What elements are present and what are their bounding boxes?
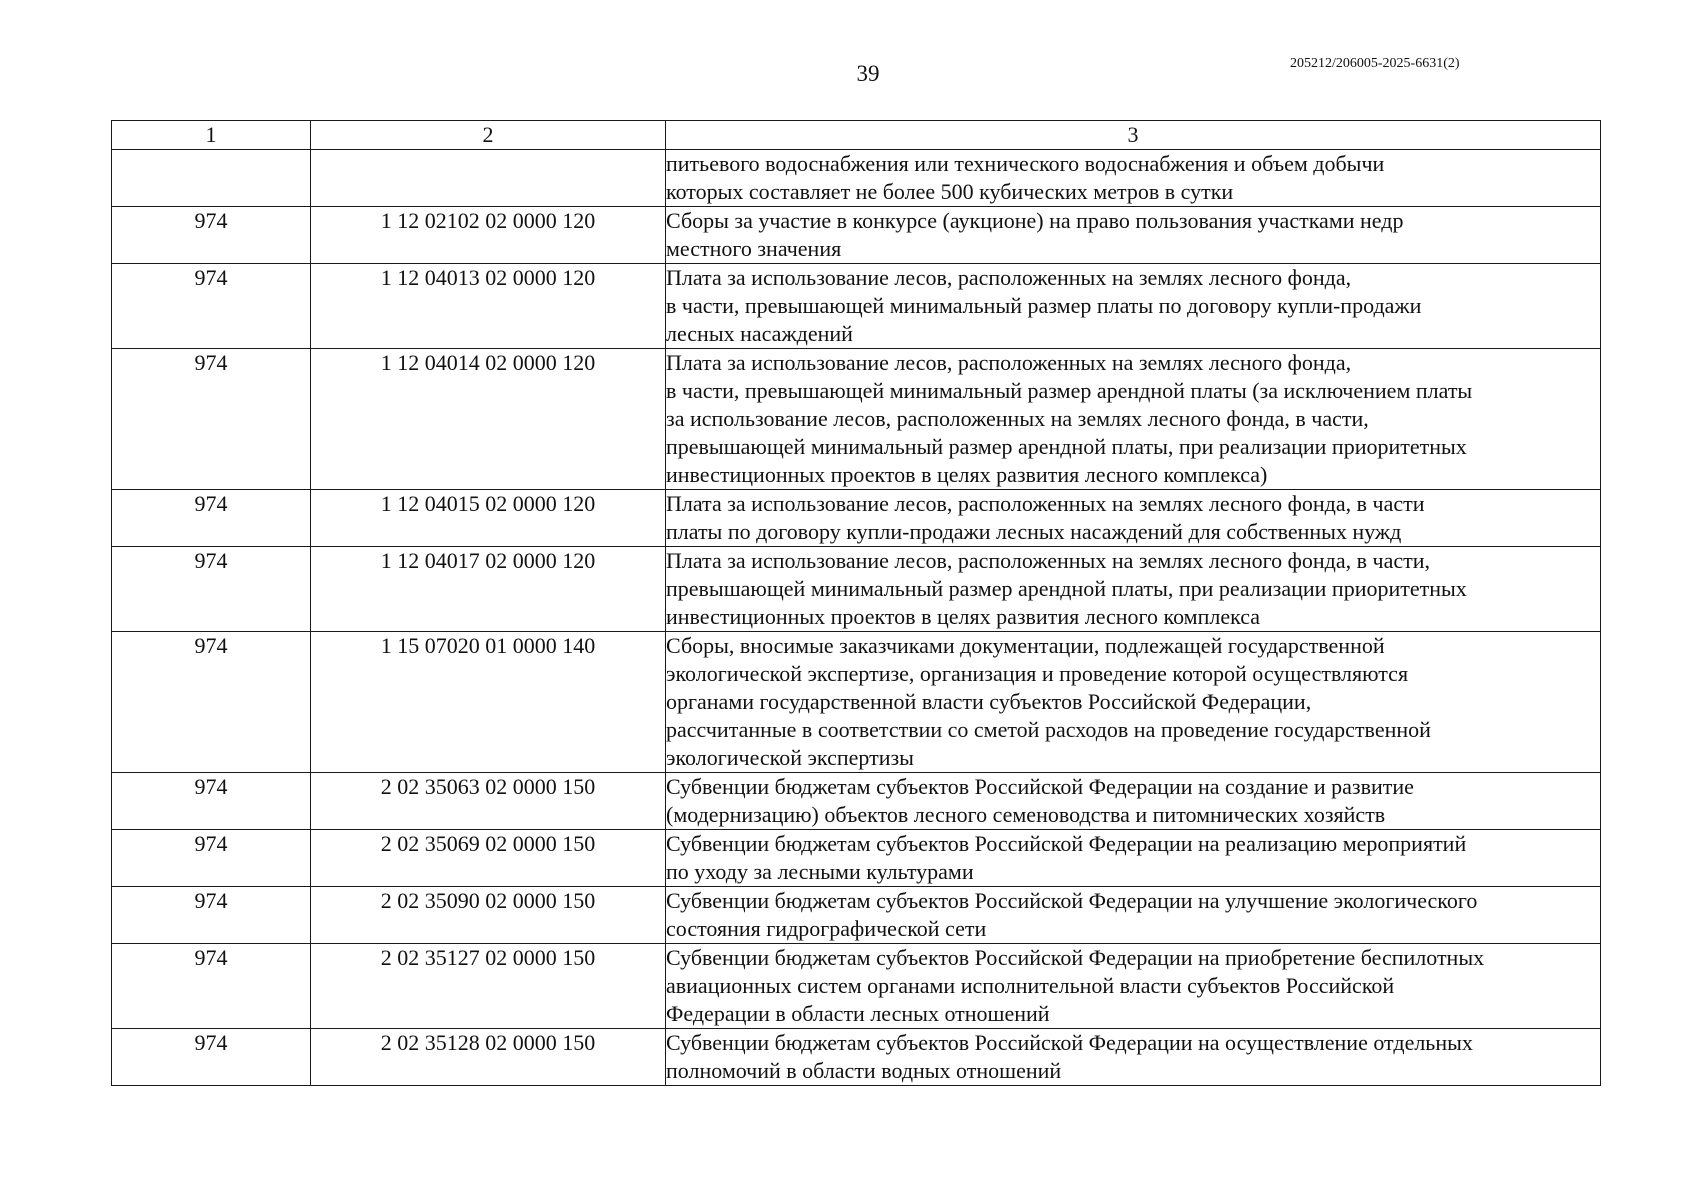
budget-classification-code-cell: 2 02 35063 02 0000 150 — [311, 773, 666, 830]
table-row — [112, 944, 1601, 1029]
table-row — [112, 207, 1601, 264]
description-line: которых составляет не более 500 кубических метров в сутки — [666, 179, 1234, 204]
description-line: питьевого водоснабжения или технического водоснабжения и объем добычи — [666, 151, 1385, 176]
description-line: Плата за использование лесов, расположенных на землях лесного фонда, — [666, 265, 1352, 290]
description-line: Плата за использование лесов, расположенных на землях лесного фонда, в части — [666, 491, 1425, 516]
description-line: Сборы за участие в конкурсе (аукционе) на право пользования участками недр — [666, 208, 1404, 233]
admin-code-cell: 974 — [112, 207, 311, 264]
description-line: рассчитанные в соответствии со сметой расходов на проведение государственной — [666, 717, 1431, 742]
description-line: превышающей минимальный размер арендной платы, при реализации приоритетных — [666, 576, 1467, 601]
budget-classification-code-cell: 1 12 04014 02 0000 120 — [311, 349, 666, 490]
description-line: Субвенции бюджетам субъектов Российской Федерации на улучшение экологического — [666, 888, 1478, 913]
admin-code-cell: 974 — [112, 632, 311, 773]
description-line: платы по договору купли-продажи лесных насаждений для собственных нужд — [666, 519, 1402, 544]
admin-code-cell: 974 — [112, 830, 311, 887]
table-row — [112, 150, 1601, 207]
description-line: Субвенции бюджетам субъектов Российской Федерации на реализацию мероприятий — [666, 831, 1467, 856]
income-description-cell — [666, 632, 1601, 773]
description-line: лесных насаждений — [666, 321, 853, 346]
budget-classification-code-cell: 1 15 07020 01 0000 140 — [311, 632, 666, 773]
admin-code-cell: 974 — [112, 490, 311, 547]
table-row — [112, 264, 1601, 349]
description-line: инвестиционных проектов в целях развития лесного комплекса — [666, 604, 1261, 629]
page-number: 39 — [856, 61, 880, 86]
description-line: экологической экспертизе, организация и проведение которой осуществляются — [666, 661, 1409, 686]
admin-code-cell: 974 — [112, 887, 311, 944]
income-description-cell — [666, 349, 1601, 490]
admin-code-cell: 974 — [112, 349, 311, 490]
budget-classification-code-cell: 1 12 04013 02 0000 120 — [311, 264, 666, 349]
description-line: состояния гидрографической сети — [666, 916, 987, 941]
description-line: Плата за использование лесов, расположенных на землях лесного фонда, — [666, 350, 1352, 375]
admin-code-cell: 974 — [112, 264, 311, 349]
description-line: в части, превышающей минимальный размер арендной платы (за исключением платы — [666, 378, 1473, 403]
income-description-cell — [666, 207, 1601, 264]
table-header-row — [112, 121, 1601, 150]
table-row — [112, 632, 1601, 773]
document-id: 205212/206005-2025-6631(2) — [1290, 56, 1460, 71]
table-row — [112, 773, 1601, 830]
description-line: превышающей минимальный размер арендной платы, при реализации приоритетных — [666, 434, 1467, 459]
admin-code-cell: 974 — [112, 547, 311, 632]
table-row — [112, 887, 1601, 944]
budget-classification-code-cell: 1 12 02102 02 0000 120 — [311, 207, 666, 264]
income-description-cell — [666, 830, 1601, 887]
budget-classification-code-cell: 1 12 04017 02 0000 120 — [311, 547, 666, 632]
table-row — [112, 547, 1601, 632]
admin-code-cell — [112, 150, 311, 207]
description-line: полномочий в области водных отношений — [666, 1058, 1062, 1083]
column-header-1: 1 — [112, 121, 311, 150]
column-header-3: 3 — [666, 121, 1601, 150]
description-line: авиационных систем органами исполнительной власти субъектов Российской — [666, 973, 1395, 998]
description-line: Плата за использование лесов, расположенных на землях лесного фонда, в части, — [666, 548, 1430, 573]
description-line: инвестиционных проектов в целях развития лесного комплекса) — [666, 462, 1268, 487]
income-description-cell — [666, 150, 1601, 207]
budget-classification-code-cell: 2 02 35128 02 0000 150 — [311, 1029, 666, 1086]
admin-code-cell: 974 — [112, 944, 311, 1029]
description-line: (модернизацию) объектов лесного семеноводства и питомнических хозяйств — [666, 802, 1386, 827]
table-row — [112, 830, 1601, 887]
description-line: местного значения — [666, 236, 842, 261]
income-description-cell — [666, 944, 1601, 1029]
income-description-cell — [666, 887, 1601, 944]
description-line: Субвенции бюджетам субъектов Российской Федерации на осуществление отдельных — [666, 1030, 1473, 1055]
description-line: Федерации в области лесных отношений — [666, 1001, 1050, 1026]
budget-classification-code-cell — [311, 150, 666, 207]
admin-code-cell: 974 — [112, 773, 311, 830]
admin-code-cell: 974 — [112, 1029, 311, 1086]
table-body — [112, 150, 1601, 1086]
income-description-cell — [666, 547, 1601, 632]
table-row — [112, 349, 1601, 490]
description-line: Сборы, вносимые заказчиками документации, подлежащей государственной — [666, 633, 1385, 658]
table-row — [112, 1029, 1601, 1086]
revenue-codes-table — [111, 120, 1601, 1086]
budget-classification-code-cell: 2 02 35090 02 0000 150 — [311, 887, 666, 944]
income-description-cell — [666, 773, 1601, 830]
description-line: за использование лесов, расположенных на землях лесного фонда, в части, — [666, 406, 1369, 431]
description-line: экологической экспертизы — [666, 745, 914, 770]
income-description-cell — [666, 1029, 1601, 1086]
budget-classification-code-cell: 1 12 04015 02 0000 120 — [311, 490, 666, 547]
budget-classification-code-cell: 2 02 35127 02 0000 150 — [311, 944, 666, 1029]
income-description-cell — [666, 490, 1601, 547]
description-line: органами государственной власти субъектов Российской Федерации, — [666, 689, 1312, 714]
description-line: по уходу за лесными культурами — [666, 859, 974, 884]
column-header-2: 2 — [311, 121, 666, 150]
description-line: в части, превышающей минимальный размер платы по договору купли-продажи — [666, 293, 1422, 318]
description-line: Субвенции бюджетам субъектов Российской Федерации на приобретение беспилотных — [666, 945, 1485, 970]
budget-classification-code-cell: 2 02 35069 02 0000 150 — [311, 830, 666, 887]
income-description-cell — [666, 264, 1601, 349]
description-line: Субвенции бюджетам субъектов Российской Федерации на создание и развитие — [666, 774, 1414, 799]
table-row — [112, 490, 1601, 547]
